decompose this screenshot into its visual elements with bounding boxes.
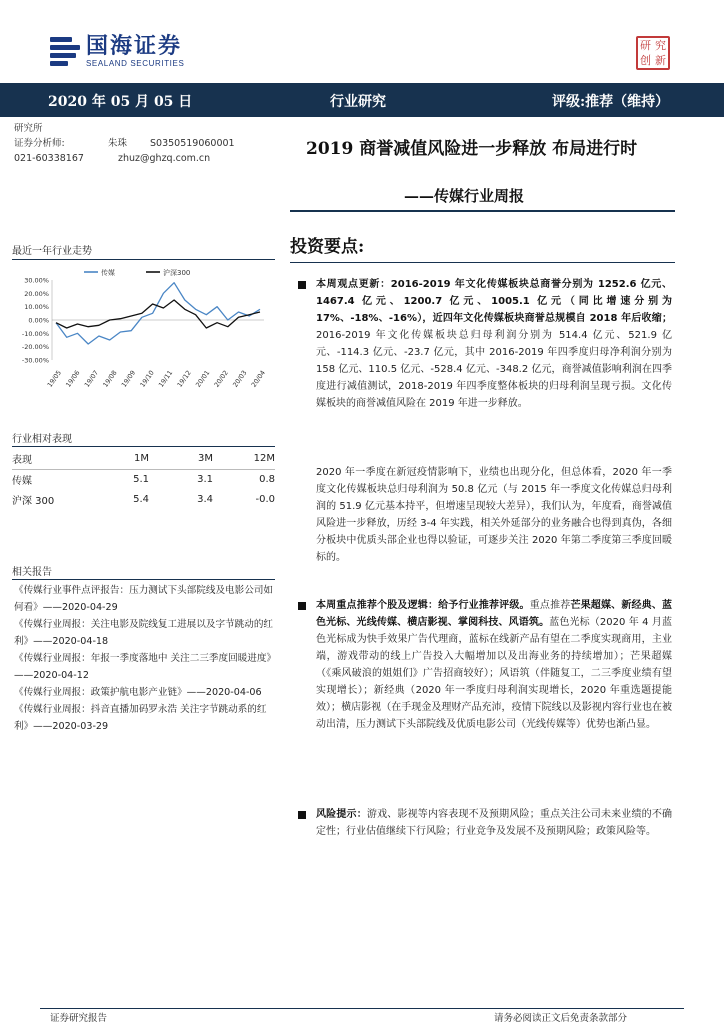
perf-header-cell: 12M [213, 449, 275, 469]
invest-para-3-body: 蓝色光标（2020 年 4 月蓝色光标成为快手效果广告代理商，蓝标在线新产品有望在二季度实现商用，主业端，游戏带动的线上广告投入大幅增加以及出海业务的持续增加）；芒果超媒（《乘风破浪的姐姐们》广告招商较好）；风语筑（伴随复工，二三季度业绩有望实现增长）；新经典（2020 年一季度归母利润实现增长，2020 年重选题提能效）；横店影视（在手现金及理财产品充沛，疫情下院线以及影视内容行业也在被动出清，压力测试下头部院线及优质电影公司（光线传媒等）优势也渐凸显。 [316, 617, 672, 730]
analyst-role: 证券分析师: [14, 138, 65, 149]
brand-name-cn: 国海证券 [86, 33, 183, 59]
title-divider [290, 210, 675, 212]
trend-chart [12, 264, 275, 404]
related-list [14, 582, 276, 735]
invest-para-1-body: 2016-2019 年文化传媒板块总归母利润分别为 514.4 亿元、521.9 亿元、-114.3 亿元、-23.7 亿元，其中 2016-2019 年四季度归母净利润分别为 158 亿元、110.5 亿元、-528.4 亿元、-348.2 亿元，商誉减值影响利润在四季度进行减值测试，2018-2019 年四季度整体板块的归母利润呈现亏损。文化传媒板块的商誉减值风险在 2019 年进一步释放。 [316, 330, 672, 409]
related-report-link[interactable]: 《传媒行业周报：关注电影及院线复工进展以及字节跳动的红利》——2020-04-18 [14, 619, 274, 647]
perf-cell: 5.4 [133, 493, 149, 505]
related-divider [12, 579, 275, 580]
seal-stamp-icon: 研 究 创 新 [636, 36, 670, 70]
x-tick-label: 20/04 [249, 368, 268, 389]
trend-heading: 最近一年行业走势 [12, 246, 92, 257]
perf-header-cell: 3M [149, 449, 213, 469]
y-tick-label: 20.00% [24, 289, 49, 298]
analyst-dept: 研究所 [14, 123, 43, 134]
invest-para-3-lead: 本周重点推荐个股及逻辑：给予行业推荐评级。 [316, 600, 530, 611]
perf-header-cell: 表现 [12, 449, 107, 469]
y-tick-label: 0.00% [28, 316, 49, 325]
legend-label: 沪深300 [163, 269, 191, 277]
x-tick-label: 19/12 [175, 368, 193, 389]
x-tick-label: 20/03 [231, 368, 249, 389]
report-rating: 评级:推荐（维持） [552, 94, 670, 110]
perf-divider [12, 446, 275, 447]
analyst-email[interactable]: zhuz@ghzq.com.cn [118, 153, 211, 164]
invest-para-3 [316, 597, 672, 733]
perf-cell: 0.8 [259, 473, 275, 485]
y-tick-label: 10.00% [24, 303, 49, 312]
related-report-link[interactable]: 《传媒行业周报：政策护航电影产业链》——2020-04-06 [14, 687, 262, 698]
y-tick-label: -20.00% [21, 343, 49, 352]
header-bar [0, 83, 724, 117]
bullet-icon [298, 281, 306, 289]
analyst-phone: 021-60338167 [14, 153, 84, 164]
analyst-name: 朱珠 [108, 138, 128, 149]
x-tick-label: 19/08 [101, 368, 119, 389]
invest-para-2: 2020 年一季度在新冠疫情影响下，业绩也出现分化，但总体看，2020 年一季度文化传媒板块总归母利润为 50.8 亿元（与 2015 年一季度文化传媒总归母利润的 51.9 亿元基本持平，但增速呈现较大差异），我们认为，年度看，商誉减值风险进一步释放，历经 3-4 年实践，相关外延部分的业务融合也得到真伪，各细分板块中优质头部企业也得以验证，可逐步关注 2020 年第二季度第三季度回暖标的。 [316, 467, 672, 563]
legend-label: 传媒 [101, 269, 115, 277]
perf-cell: 传媒 [12, 475, 32, 487]
invest-para-1 [316, 276, 672, 412]
perf-header-row [12, 449, 275, 469]
bullet-icon [298, 602, 306, 610]
footer-divider [40, 1008, 684, 1009]
risk-body: 游戏、影视等内容表现不及预期风险；重点关注公司未来业绩的不确定性；行业估值继续下行风险；行业竞争及发展不及预期风险；政策风险等。 [316, 809, 673, 837]
related-heading: 相关报告 [12, 567, 52, 578]
perf-cell: 沪深 300 [12, 495, 55, 507]
brand-logo [50, 34, 184, 68]
y-tick-label: -30.00% [21, 356, 49, 365]
series-line [56, 283, 260, 344]
x-tick-label: 19/06 [64, 368, 82, 389]
y-tick-label: 30.00% [24, 276, 49, 285]
risk-label: 风险提示： [316, 809, 367, 820]
perf-cell: 3.1 [197, 473, 213, 485]
x-tick-label: 19/07 [82, 368, 101, 389]
perf-cell: 5.1 [133, 473, 149, 485]
table-row [12, 489, 275, 509]
analyst-info [14, 121, 235, 166]
related-report-link[interactable]: 《传媒行业周报：抖音直播加码罗永浩 关注字节跳动系的红利》——2020-03-29 [14, 704, 267, 732]
invest-para-3-mid: 重点推荐 [529, 600, 571, 611]
x-tick-label: 19/10 [138, 368, 156, 389]
perf-table [12, 449, 275, 509]
trend-chart-svg [12, 264, 275, 404]
perf-cell: 3.4 [197, 493, 213, 505]
x-tick-label: 19/11 [156, 368, 175, 389]
bullet-icon [298, 811, 306, 819]
footer-left: 证券研究报告 [50, 1013, 108, 1024]
logo-mark-icon [50, 35, 80, 67]
related-report-link[interactable]: 《传媒行业事件点评报告：压力测试下头部院线及电影公司如何看》——2020-04-29 [14, 585, 274, 613]
report-title: 2019 商誉减值风险进一步释放 布局进行时 [306, 139, 638, 159]
perf-cell: -0.0 [255, 493, 275, 505]
perf-header-cell: 1M [107, 449, 149, 469]
analyst-cert: S0350519060001 [150, 138, 235, 149]
invest-para-4 [316, 806, 672, 840]
perf-heading: 行业相对表现 [12, 434, 72, 445]
trend-divider [12, 259, 275, 260]
invest-para-3-picks: 芒果超媒、新经典、蓝色光标、光线传媒、横店影视、掌阅科技、风语筑。 [316, 600, 673, 628]
invest-heading: 投资要点: [290, 237, 365, 257]
x-tick-label: 19/05 [45, 368, 64, 389]
table-row [12, 469, 275, 489]
report-category: 行业研究 [330, 94, 386, 110]
report-subtitle: ——传媒行业周报 [404, 187, 525, 205]
x-tick-label: 20/02 [212, 368, 230, 389]
invest-para-1-lead: 本周观点更新：2016-2019 年文化传媒板块总商誉分别为 1252.6 亿元、1467.4 亿元、1200.7 亿元、1005.1 亿元（同比增速分别为 17%、-18%、-16%），近四年文化传媒板块商誉总规模自 2018 年后收缩； [316, 279, 672, 324]
brand-name-en: SEALAND SECURITIES [86, 59, 185, 68]
y-tick-label: -10.00% [21, 329, 49, 338]
invest-divider [290, 262, 675, 263]
footer-disclaimer: 请务必阅读正文后免责条款部分 [494, 1013, 628, 1024]
x-tick-label: 19/09 [119, 368, 138, 389]
report-date: 2020 年 05 月 05 日 [48, 94, 193, 110]
x-tick-label: 20/01 [194, 368, 212, 389]
related-report-link[interactable]: 《传媒行业周报：年报一季度落地中 关注二三季度回暖进度》——2020-04-12 [14, 653, 272, 681]
